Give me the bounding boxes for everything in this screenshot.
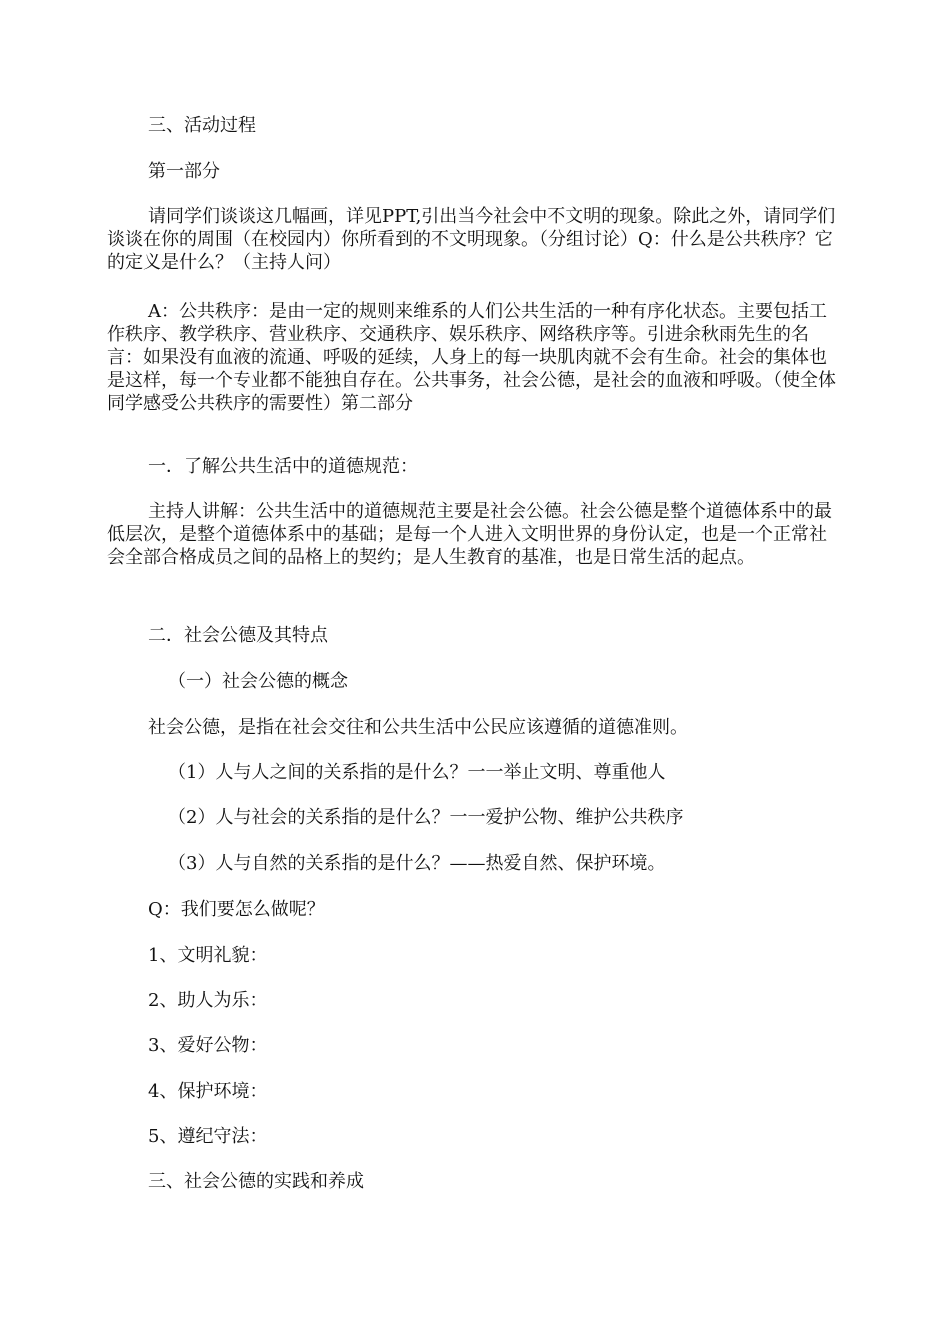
list-item-obey-law: 5、遵纪守法： <box>148 1126 268 1147</box>
list-item-civility: 1、文明礼貌： <box>148 945 268 966</box>
paragraph-discussion-intro: 请同学们谈谈这几幅画，详见PPT,引出当今社会中不文明的现象。除此之外，请同学们谈谈在你的周围（在校园内）你所看到的不文明现象。（分组讨论）Q：什么是公共秩序？它的定义是什么？（主持人问） <box>107 206 836 273</box>
heading-social-ethics-features: 二．社会公德及其特点 <box>148 625 328 646</box>
list-item-person-to-society: （2）人与社会的关系指的是什么？一一爱护公物、维护公共秩序 <box>168 807 684 828</box>
list-item-helping-others: 2、助人为乐： <box>148 990 268 1011</box>
heading-moral-norms: 一．了解公共生活中的道德规范： <box>148 456 418 477</box>
list-item-protect-environment: 4、保护环境： <box>148 1081 268 1102</box>
paragraph-public-order-definition: A：公共秩序：是由一定的规则来维系的人们公共生活的一种有序化状态。主要包括工作秩序、教学秩序、营业秩序、交通秩序、娱乐秩序、网络秩序等。引进余秋雨先生的名言：如果没有血液的流通、呼吸的延续，人身上的每一块肌肉就不会有生命。社会的集体也是这样，每一个专业都不能独自存在。公共事务，社会公德，是社会的血液和呼吸。（使全体同学感受公共秩序的需要性）第二部分 <box>107 301 836 414</box>
section-heading-activity-process: 三、活动过程 <box>148 115 256 136</box>
question-what-to-do: Q：我们要怎么做呢？ <box>148 899 325 920</box>
part-one-heading: 第一部分 <box>148 161 220 182</box>
list-item-person-to-nature: （3）人与自然的关系指的是什么？——热爱自然、保护环境。 <box>168 853 666 874</box>
paragraph-host-explanation: 主持人讲解：公共生活中的道德规范主要是社会公德。社会公德是整个道德体系中的最低层次，是整个道德体系中的基础；是每一个人进入文明世界的身份认定，也是一个正常社会全部合格成员之间的品格上的契约；是人生教育的基准，也是日常生活的起点。 <box>107 501 832 568</box>
heading-practice-cultivation: 三、社会公德的实践和养成 <box>148 1171 364 1192</box>
paragraph-social-ethics-definition: 社会公德，是指在社会交往和公共生活中公民应该遵循的道德准则。 <box>148 717 688 738</box>
subheading-social-ethics-concept: （一）社会公德的概念 <box>168 671 348 692</box>
list-item-person-to-person: （1）人与人之间的关系指的是什么？一一举止文明、尊重他人 <box>168 762 666 783</box>
list-item-public-property: 3、爱好公物： <box>148 1035 268 1056</box>
